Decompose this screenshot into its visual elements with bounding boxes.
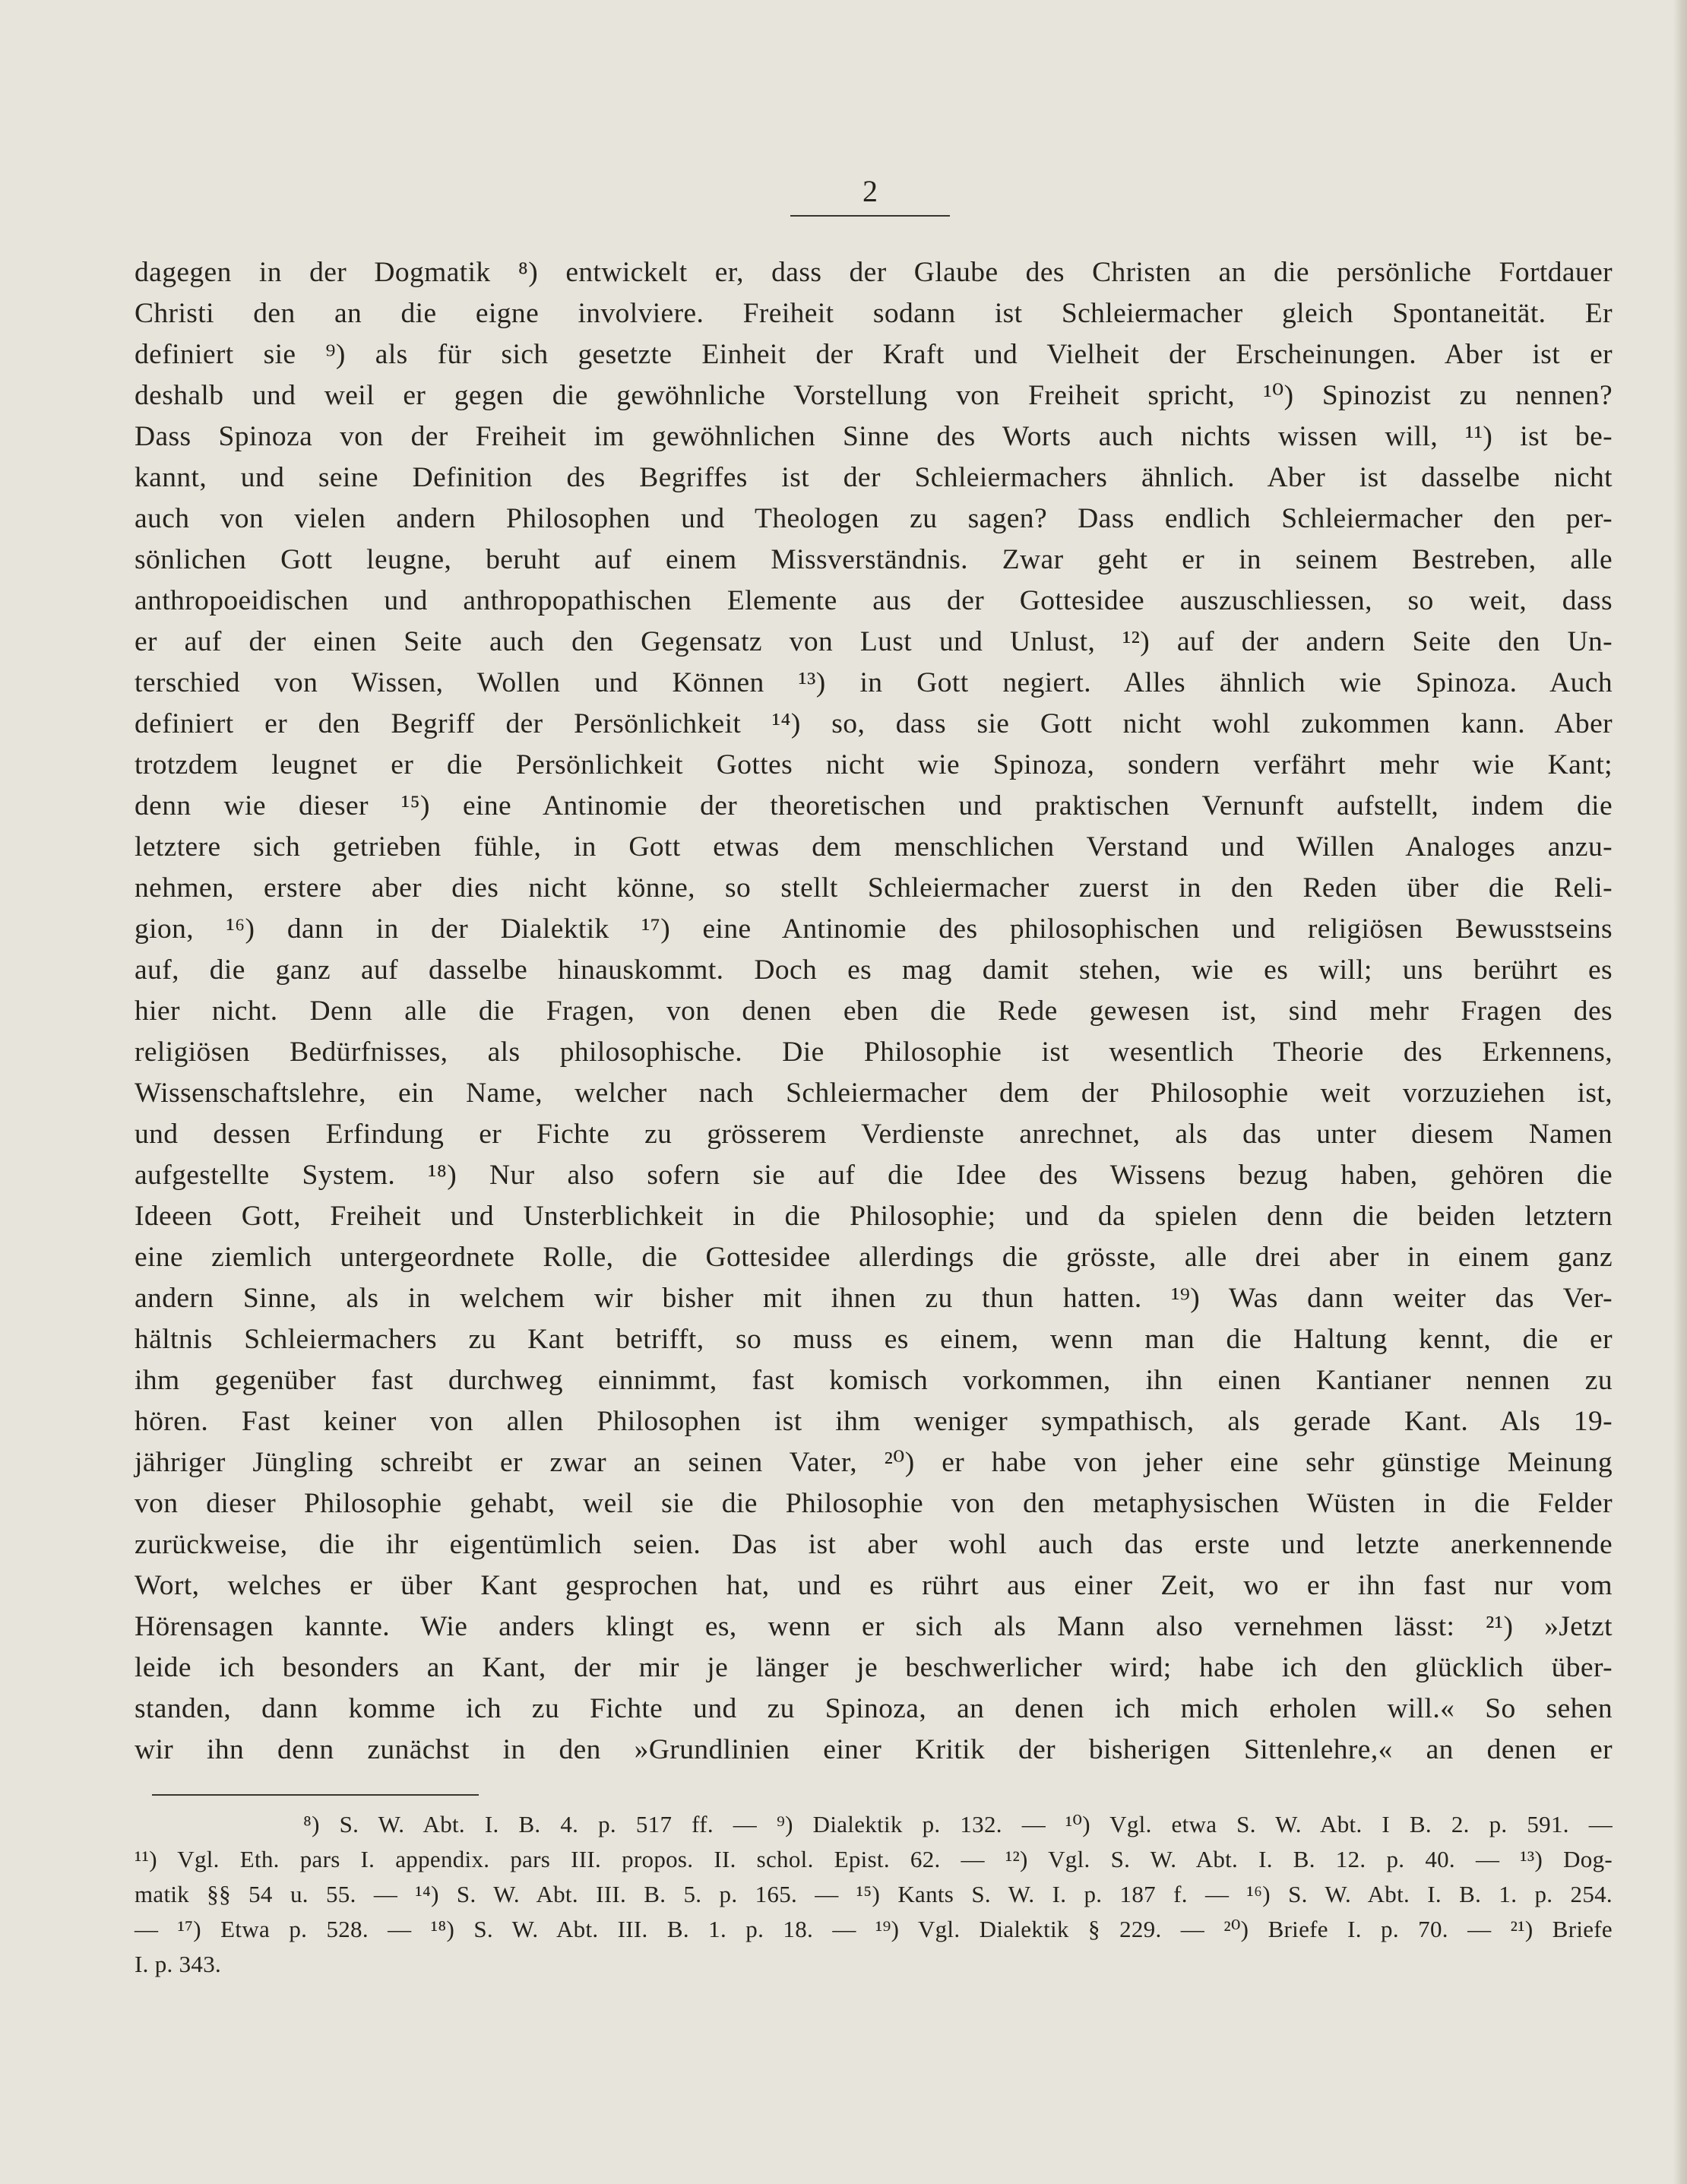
body-line: andern Sinne, als in welchem wir bisher mit ihnen zu thun hatten. ¹⁹) Was dann weiter das Ver-	[135, 1283, 1613, 1314]
body-line: letztere sich getrieben fühle, in Gott etwas dem menschlichen Verstand und Willen Analoges anzu-	[135, 831, 1613, 863]
body-line: auf, die ganz auf dasselbe hinauskommt. Doch es mag damit stehen, wie es will; uns berührt es	[135, 954, 1613, 986]
body-line: ihm gegenüber fast durchweg einnimmt, fast komisch vorkommen, ihn einen Kantianer nennen zu	[135, 1365, 1613, 1396]
body-line: Hörensagen kannte. Wie anders klingt es, wenn er sich als Mann also vernehmen lässt: ²¹) »Jetzt	[135, 1611, 1613, 1642]
body-line: gion, ¹⁶) dann in der Dialektik ¹⁷) eine Antinomie des philosophischen und religiösen Bewusstseins	[135, 913, 1613, 945]
body-line: zurückweise, die ihr eigentümlich seien. Das ist aber wohl auch das erste und letzte anerkennende	[135, 1529, 1613, 1560]
body-line: Wort, welches er über Kant gesprochen hat, und es rührt aus einer Zeit, wo er ihn fast nur vom	[135, 1570, 1613, 1601]
body-line: hältnis Schleiermachers zu Kant betrifft, so muss es einem, wenn man die Haltung kennt, die er	[135, 1324, 1613, 1355]
page-number: 2	[862, 174, 878, 208]
body-line: religiösen Bedürfnisses, als philosophische. Die Philosophie ist wesentlich Theorie des Erkennens,	[135, 1037, 1613, 1068]
body-line: von dieser Philosophie gehabt, weil sie die Philosophie von den metaphysischen Wüsten in die Felder	[135, 1488, 1613, 1519]
body-line: terschied von Wissen, Wollen und Können ¹³) in Gott negiert. Alles ähnlich wie Spinoza. Auch	[135, 667, 1613, 698]
body-line: leide ich besonders an Kant, der mir je länger je beschwerlicher wird; habe ich den glücklich über-	[135, 1652, 1613, 1683]
body-line: trotzdem leugnet er die Persönlichkeit Gottes nicht wie Spinoza, sondern verfährt mehr wie Kant;	[135, 749, 1613, 780]
body-line: Ideeen Gott, Freiheit und Unsterblichkeit in die Philosophie; und da spielen denn die beiden letztern	[135, 1201, 1613, 1232]
body-line: nehmen, erstere aber dies nicht könne, so stellt Schleiermacher zuerst in den Reden über die Reli-	[135, 872, 1613, 904]
body-line: auch von vielen andern Philosophen und Theologen zu sagen? Dass endlich Schleiermacher den per-	[135, 503, 1613, 534]
body-line: kannt, und seine Definition des Begriffes ist der Schleiermachers ähnlich. Aber ist dasselbe nicht	[135, 462, 1613, 493]
footnote-line: — ¹⁷) Etwa p. 528. — ¹⁸) S. W. Abt. III. B. 1. p. 18. — ¹⁹) Vgl. Dialektik § 229. — ²⁰) Briefe I. p. 70. — ²¹) Briefe	[135, 1916, 1613, 1942]
footnote-line: matik §§ 54 u. 55. — ¹⁴) S. W. Abt. III. B. 5. p. 165. — ¹⁵) Kants S. W. I. p. 187 f. — ¹⁶) S. W. Abt. I. B. 1. p. 254.	[135, 1881, 1613, 1907]
page-edge-shadow	[1673, 0, 1687, 2184]
body-line: eine ziemlich untergeordnete Rolle, die Gottesidee allerdings die grösste, alle drei aber in einem ganz	[135, 1242, 1613, 1273]
body-line: dagegen in der Dogmatik ⁸) entwickelt er, dass der Glaube des Christen an die persönliche Fortdauer	[135, 257, 1613, 288]
body-line: deshalb und weil er gegen die gewöhnliche Vorstellung von Freiheit spricht, ¹⁰) Spinozist zu nennen?	[135, 380, 1613, 411]
body-line: er auf der einen Seite auch den Gegensatz von Lust und Unlust, ¹²) auf der andern Seite den Un-	[135, 626, 1613, 657]
body-line: Christi den an die eigne involviere. Freiheit sodann ist Schleiermacher gleich Spontaneität. Er	[135, 298, 1613, 329]
body-line: definiert sie ⁹) als für sich gesetzte Einheit der Kraft und Vielheit der Erscheinungen. Aber ist er	[135, 339, 1613, 370]
footnote-rule	[152, 1794, 479, 1796]
body-text	[135, 252, 1613, 1771]
header-rule	[790, 215, 950, 217]
body-line: wir ihn denn zunächst in den »Grundlinien einer Kritik der bisherigen Sittenlehre,« an denen er	[135, 1734, 1613, 1765]
body-line: standen, dann komme ich zu Fichte und zu Spinoza, an denen ich mich erholen will.« So sehen	[135, 1693, 1613, 1724]
body-line: hier nicht. Denn alle die Fragen, von denen eben die Rede gewesen ist, sind mehr Fragen des	[135, 995, 1613, 1027]
body-line: hören. Fast keiner von allen Philosophen ist ihm weniger sympathisch, als gerade Kant. Als 19-	[135, 1406, 1613, 1437]
footnote-line: ¹¹) Vgl. Eth. pars I. appendix. pars III. propos. II. schol. Epist. 62. — ¹²) Vgl. S. W. Abt. I. B. 12. p. 40. — ¹³) Dog-	[135, 1846, 1613, 1872]
body-line: anthropoeidischen und anthropopathischen Elemente aus der Gottesidee auszuschliessen, so weit, dass	[135, 585, 1613, 616]
body-line: jähriger Jüngling schreibt er zwar an seinen Vater, ²⁰) er habe von jeher eine sehr günstige Meinung	[135, 1447, 1613, 1478]
body-line: Dass Spinoza von der Freiheit im gewöhnlichen Sinne des Worts auch nichts wissen will, ¹¹) ist be-	[135, 421, 1613, 452]
body-line: denn wie dieser ¹⁵) eine Antinomie der theoretischen und praktischen Vernunft aufstellt, indem die	[135, 790, 1613, 821]
body-line: definiert er den Begriff der Persönlichkeit ¹⁴) so, dass sie Gott nicht wohl zukommen kann. Aber	[135, 708, 1613, 739]
body-line: Wissenschaftslehre, ein Name, welcher nach Schleiermacher dem der Philosophie weit vorzuziehen ist,	[135, 1078, 1613, 1109]
body-line: sönlichen Gott leugne, beruht auf einem Missverständnis. Zwar geht er in seinem Bestreben, alle	[135, 544, 1613, 575]
footnotes	[135, 1807, 1613, 1982]
body-line: und dessen Erfindung er Fichte zu grösserem Verdienste anrechnet, als das unter diesem Namen	[135, 1119, 1613, 1150]
footnote-line: I. p. 343.	[135, 1951, 222, 1977]
body-line: aufgestellte System. ¹⁸) Nur also sofern sie auf die Idee des Wissens bezug haben, gehören die	[135, 1160, 1613, 1191]
footnote-line: ⁸) S. W. Abt. I. B. 4. p. 517 ff. — ⁹) Dialektik p. 132. — ¹⁰) Vgl. etwa S. W. Abt. I B. 2. p. 591. —	[303, 1811, 1613, 1837]
